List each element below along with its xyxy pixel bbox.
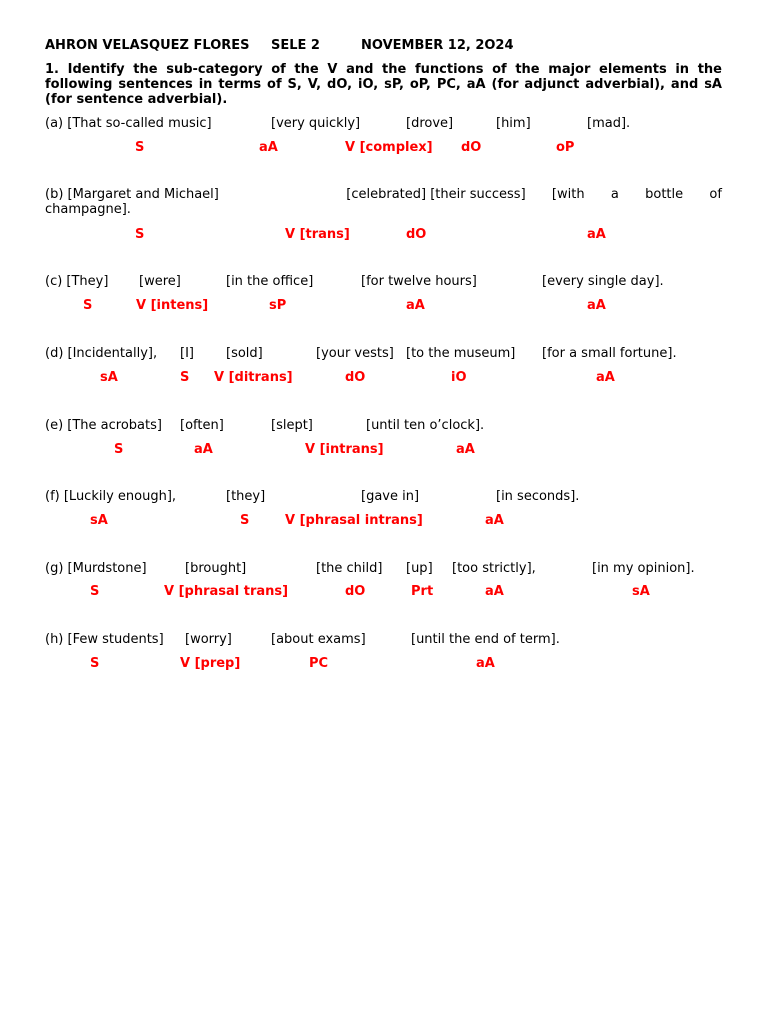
segment: of [709, 187, 722, 202]
date: NOVEMBER 12, 2O24 [361, 38, 514, 53]
function-label: V [complex] [345, 140, 433, 155]
segment: [gave in] [361, 489, 420, 504]
segment: [in my opinion]. [592, 561, 695, 576]
function-label: S [90, 656, 100, 671]
segment: [until ten o’clock]. [366, 418, 485, 433]
segment: [too strictly], [452, 561, 536, 576]
segment: (e) [The acrobats] [45, 418, 162, 433]
function-label: aA [485, 513, 504, 528]
segment: [for a small fortune]. [542, 346, 677, 361]
function-label: aA [587, 227, 606, 242]
segment: [they] [226, 489, 266, 504]
function-label: S [83, 298, 93, 313]
function-label: iO [451, 370, 467, 385]
segment: [the child] [316, 561, 383, 576]
function-label: Prt [411, 584, 434, 599]
function-label: V [phrasal trans] [164, 584, 289, 599]
segment: [every single day]. [542, 274, 664, 289]
function-label: S [135, 140, 145, 155]
segment: [him] [496, 116, 531, 131]
segment: [I] [180, 346, 194, 361]
function-label: V [prep] [180, 656, 241, 671]
segment: (c) [They] [45, 274, 109, 289]
segment: [celebrated] [their success] [346, 187, 526, 202]
segment: (h) [Few students] [45, 632, 164, 647]
function-label: aA [587, 298, 606, 313]
function-label: S [240, 513, 250, 528]
segment: [with [551, 187, 585, 202]
segment: [to the museum] [406, 346, 516, 361]
function-label: PC [309, 656, 329, 671]
function-label: aA [476, 656, 495, 671]
segment: bottle [645, 187, 684, 202]
segment: [for twelve hours] [361, 274, 477, 289]
function-label: V [intens] [136, 298, 209, 313]
segment: (g) [Murdstone] [45, 561, 147, 576]
segment: [up] [406, 561, 433, 576]
segment: [very quickly] [271, 116, 361, 131]
function-label: aA [456, 442, 475, 457]
segment: [about exams] [271, 632, 366, 647]
segment: (b) [Margaret and Michael] [45, 187, 219, 202]
function-label: aA [194, 442, 213, 457]
item-b [45, 187, 722, 217]
segment: (d) [Incidentally], [45, 346, 158, 361]
segment: (a) [That so-called music] [45, 116, 212, 131]
segment: [in seconds]. [496, 489, 580, 504]
function-label: S [180, 370, 190, 385]
segment: (f) [Luckily enough], [45, 489, 177, 504]
segment: [in the office] [226, 274, 314, 289]
segment: [often] [180, 418, 224, 433]
segment: [slept] [271, 418, 313, 433]
function-label: dO [461, 140, 482, 155]
segment: [were] [139, 274, 181, 289]
instruction-text: 1. Identify the sub-category of the V and the functions of the major elements in the following sentences in terms of S, V, dO, iO, sP, oP, PC, aA (for adjunct adverbial), and sA (for sentence adverbial). [45, 62, 722, 107]
function-label: aA [259, 140, 278, 155]
segment: [drove] [406, 116, 454, 131]
function-label: V [phrasal intrans] [285, 513, 423, 528]
function-label: dO [345, 584, 366, 599]
segment: a [610, 187, 619, 202]
function-label: V [intrans] [305, 442, 384, 457]
function-label: dO [345, 370, 366, 385]
segment: [mad]. [587, 116, 631, 131]
section-code: SELE 2 [271, 38, 320, 53]
function-label: sA [100, 370, 118, 385]
function-label: S [114, 442, 124, 457]
function-label: aA [406, 298, 425, 313]
function-label: dO [406, 227, 427, 242]
segment: champagne]. [45, 202, 131, 217]
function-label: sA [90, 513, 108, 528]
segment: [sold] [226, 346, 263, 361]
function-label: S [90, 584, 100, 599]
student-name: AHRON VELASQUEZ FLORES [45, 38, 250, 53]
function-label: oP [556, 140, 575, 155]
segment: [your vests] [316, 346, 394, 361]
function-label: sA [632, 584, 650, 599]
function-label: aA [485, 584, 504, 599]
segment: [worry] [185, 632, 232, 647]
function-label: V [ditrans] [214, 370, 293, 385]
function-label: S [135, 227, 145, 242]
segment: [until the end of term]. [411, 632, 560, 647]
function-label: sP [269, 298, 287, 313]
function-label: aA [596, 370, 615, 385]
segment: [brought] [185, 561, 247, 576]
function-label: V [trans] [285, 227, 350, 242]
